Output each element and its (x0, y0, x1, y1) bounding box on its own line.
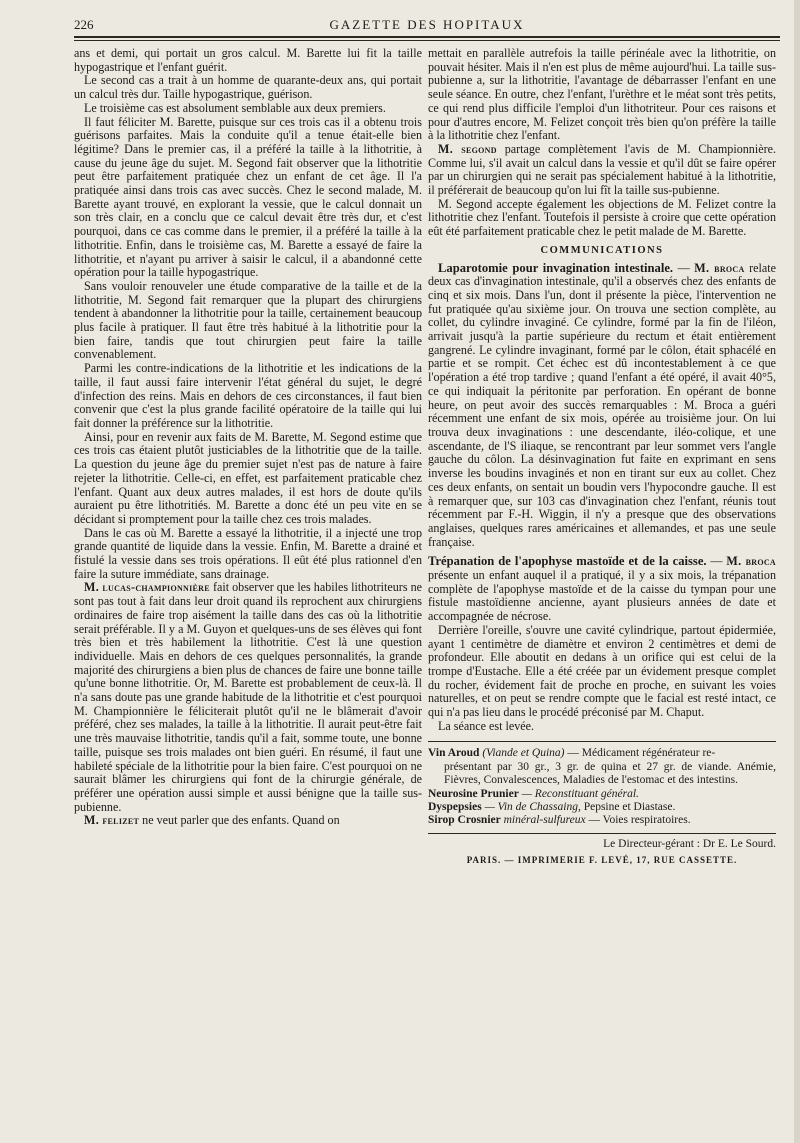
paragraph: mettait en parallèle autrefois la taille périnéale avec la lithotritie, on pouvait hésiter. Mais il n'en est plus de même aujourd'hui. La taille sus-pubienne a, sur la lithotritie, l'avantage de débarrasser l'enfant en une seule séance. En outre, chez l'enfant, l'urèthre et le méat sont très petits, ce qui rend plus difficile l'emploi d'un lithotriteur. Pour ces raisons et pour d'autres encore, M. Felizet conçoit très bien qu'on préfère la taille à la lithotritie chez l'enfant. (428, 46, 776, 143)
speaker-name: M. felizet (84, 813, 140, 828)
paragraph: Sans vouloir renouveler une étude comparative de la taille et de la lithotritie, M. Segond fait remarquer que la plupart des chirurgiens tendent à abandonner la lithotritie pour la taille, certainement beaucoup plus facile à pratiquer. Il faut être très habitué à la lithotritie pour la bien faire, tandis que tout chirurgien peut faire la taille convenablement. (74, 278, 422, 362)
paragraph: M. Segond accepte également les objections de M. Felizet contre la lithotritie chez l'enfant. Toutefois il persiste à croire que cette opération eût été parfaitement praticable chez le petit malade de M. Barette. (428, 196, 776, 239)
page-header (74, 14, 780, 36)
paragraph: ans et demi, qui portait un gros calcul. M. Barette lui fit la taille hypogastrique et l'enfant guérit. (74, 46, 422, 74)
footer-rule (428, 833, 776, 834)
ad-line: présentant par 30 gr., 3 gr. de quina et 27 gr. de viande. Anémie, Fièvres, Convalescences, Maladies de l'estomac et des intestins. (444, 760, 776, 787)
paragraph-text: fait observer que les habiles lithotriteurs ne sont pas tout à fait dans leur droit quand ils reprochent aux chirurgiens ordinaires de faire trop aisément la taille dans des cas où la lithotritie serait préférable. Il y a M. Guyon et quelques-uns de ses élèves qui font très bien et très habilement la lithotritie. C'est là une question individuelle. Mais en dehors de ces quelques personnalités, la grande majorité des chirurgiens a bien plus de chances de faire une bonne taille qu'une bonne lithotritie. Or, M. Barette est probablement de ceux-là. Il n'a sans doute pas une grande habitude de la lithotritie et c'est pourquoi M. Championnière le féliciterait plutôt qu'il ne le blâmerait d'avoir préféré, chez ses malades, la taille à la lithotritie. Il aurait peut-être fait une très mauvaise lithotritie, tandis qu'il a fait, somme toute, une bonne taille, puisque ses trois malades ont bien guéri. En résumé, il faut une habileté spéciale de la lithotritie pour la bien faire. C'est pourquoi on ne saurait blâmer les chirurgiens qui font de la chirurgie générale, de préférer une opération aussi simple et aussi bénigne que la taille sus-pubienne. (74, 580, 422, 814)
ad-product: Vin Aroud (428, 747, 480, 760)
ad-line (428, 747, 776, 760)
paragraph: Il faut féliciter M. Barette, puisque sur ces trois cas il a obtenu trois guérisons parfaites. Mais la conduite qu'il a tenue était-elle bien légitime? Dans le premier cas, il a préféré la taille à la lithotritie, à cause du jeune âge du sujet. M. Segond fait observer que la lithotritie peut être parfaitement pratiquée chez un enfant de cet âge. Il l'a pratiquée ainsi dans trois cas avec succès. Chez le second malade, M. Barette ayant trouvé, en explorant la vessie, que le calcul donnait un son très clair, en a conclu que ce calcul devait être très dur, et c'est pourquoi, dans ce cas comme dans le premier, il a préféré la taille à la lithotritie. Enfin, dans le troisième cas, M. Barette a essayé de faire la lithotritie, et n'ayant pu arriver à saisir le calcul, il a abandonné cette opération pour la taille hypogastrique. (74, 114, 422, 280)
closing-line: La séance est levée. (438, 718, 535, 733)
ad-italic: (Viande et Quina) (479, 747, 565, 760)
paragraph (74, 814, 422, 828)
page-number: 226 (74, 17, 94, 32)
paragraph (428, 143, 776, 198)
ad-line (428, 801, 776, 814)
ad-product: Sirop Crosnier (428, 814, 501, 827)
speaker-name: M. broca (694, 260, 745, 275)
paragraph-text: ne veut parler que des enfants. Quand on (139, 813, 340, 828)
article-paragraph (428, 555, 776, 624)
header-rule-thin (74, 40, 780, 41)
article-paragraph (428, 262, 776, 550)
ad-text: — Voies respiratoires. (585, 814, 691, 827)
article-title: Trépanation de l'apophyse mastoïde et de la caisse. (428, 554, 707, 569)
right-column (428, 47, 776, 867)
page-edge (794, 0, 800, 1143)
printer-line: PARIS. — IMPRIMERIE F. LEVÉ, 17, RUE CASSETTE. (466, 854, 738, 865)
director-line: Le Directeur-gérant : Dr E. Le Sourd. (603, 837, 776, 850)
article-title: Laparotomie pour invagination intestinale. (438, 260, 674, 275)
speaker-name: M. broca (726, 554, 777, 569)
advertisements (428, 741, 776, 827)
ad-line (428, 814, 776, 827)
ad-text: — Médicament régénérateur re- (564, 747, 716, 760)
paragraph-text: partage complètement l'avis de M. Championnière. Comme lui, s'il avait un calcul dans la vessie et qu'il dût se faire opérer par un chirurgien qui ne serait pas spécialement habitué à la lithotritie, il préférerait de beaucoup qu'on lui fît la taille sus-pubienne. (428, 141, 776, 198)
speaker-name: M. lucas-championnière (84, 580, 210, 595)
article-dash: — (706, 554, 727, 569)
paragraph: Le second cas a trait à un homme de quarante-deux ans, qui portait un calcul très dur. Taille hypogastrique, guérison. (74, 73, 422, 102)
paragraph (74, 581, 422, 814)
paragraph: Le troisième cas est absolument semblable aux deux premiers. (84, 100, 386, 115)
ad-product: Neurosine Prunier (428, 787, 519, 800)
ad-italic: — Vin de Chassaing, (481, 801, 581, 814)
section-heading: COMMUNICATIONS (540, 244, 664, 256)
article-dash: — (673, 260, 695, 275)
speaker-name: M. segond (438, 141, 497, 156)
paragraph-text: relate deux cas d'invagination intestinale, qu'il a observés chez des enfants de cinq et six mois. Dans l'un, dont il présente la pièce, l'intervention ne fut pratiquée qu'au sixième jour. On trouva une section complète, au collet, du cylindre invaginé. Ce cylindre, formé par la fin de l'iléon, arrivait jusqu'à la partie supérieure du rectum et était entièrement gangrené. Le cylindre invaginant, formé par le côlon, était sphacélé en partie et se rompit. Cet échec est dû incontestablement à ce que l'opération a été trop tardive ; quand l'enfant a été opéré, il avait 40°5, ce qui indiquait la péritonite par perforation. En opérant de bonne heure, on peut avoir des succès remarquables : M. Broca a guéri récemment une enfant de six mois, opérée au troisième jour. On lui trouva deux invaginations : une descendante, iléo-colique, et une ascendante, de l'S iliaque, se rencontrant par leur sommet vers l'angle gauche du côlon. La désinvagination fut faite en exprimant en sens inverse les boudins invaginés et non en tirant sur eux au collet. Chez ces deux enfants, on sentait un boudin vers l'hypocondre gauche. Il est à remarquer que, sur 103 cas d'invagination chez l'enfant, réunis tout récemment par F.-H. Wiggin, il n'y a presque que des observations anglaises, quelques rares américaines et allemandes, et pas une seule française. (428, 260, 776, 549)
ad-text: Pepsine et Diastase. (580, 801, 676, 814)
paragraph: Parmi les contre-indications de la lithotritie et les indications de la taille, il faut aussi faire intervenir l'état général du sujet, le degré d'infection des reins. Mais en dehors de ces circonstances, il faut bien convenir que c'est la plus grande facilité opératoire de la taille qui lui fait donner la préférence sur la lithotritie. (74, 361, 422, 430)
paragraph: Derrière l'oreille, s'ouvre une cavité cylindrique, partout épidermiée, ayant 1 centimètre de diamètre et environ 2 centimètres et demi de profondeur. Elle aboutit en dedans à un orifice qui est celui de la trompe d'Eustache. Elle a été créée par un évidement presque complet du rocher, évidement fait de proche en proche, en suivant les voies naturelles, et on peut se rendre compte que le facial est resté intact, ce qui n'a pas lieu dans le procédé préconisé par M. Chaput. (428, 622, 776, 720)
paragraph-text: présente un enfant auquel il a pratiqué, il y a six mois, la trépanation complète de l'apophyse mastoïde et de la caisse du tympan pour une fistule mastoïdienne ancienne, ayant plusieurs années de date et accompagnée de nécrose. (428, 568, 776, 624)
ad-italic: minéral-sulfureux (500, 814, 586, 827)
paragraph: Ainsi, pour en revenir aux faits de M. Barette, M. Segond estime que ces trois cas étaient plutôt justiciables de la lithotritie que de la taille. La question du jeune âge du premier sujet n'est pas de nature à faire rejeter la lithotritie. Celle-ci, en effet, est parfaitement praticable chez l'enfant. Quant aux deux autres malades, il est hors de doute qu'ils auraient pu être lithotritiés. M. Barette a donc été un peu vite en se décidant si promptement pour la taille chez ces trois malades. (74, 429, 422, 526)
ad-italic: — Reconstituant général. (518, 787, 639, 800)
ad-product: Dyspepsies (428, 801, 482, 814)
running-title: GAZETTE DES HOPITAUX (329, 17, 525, 32)
ad-line (428, 788, 776, 801)
paragraph: Dans le cas où M. Barette a essayé la lithotritie, il a injecté une trop grande quantité de liquide dans la vessie. Enfin, M. Barette a drainé et fistulé la vessie dans ses trois opérations. Il eût été plus rationnel d'en faire la suture immédiate, sans drainage. (74, 525, 422, 581)
left-column (74, 47, 422, 828)
header-rule (74, 36, 780, 38)
